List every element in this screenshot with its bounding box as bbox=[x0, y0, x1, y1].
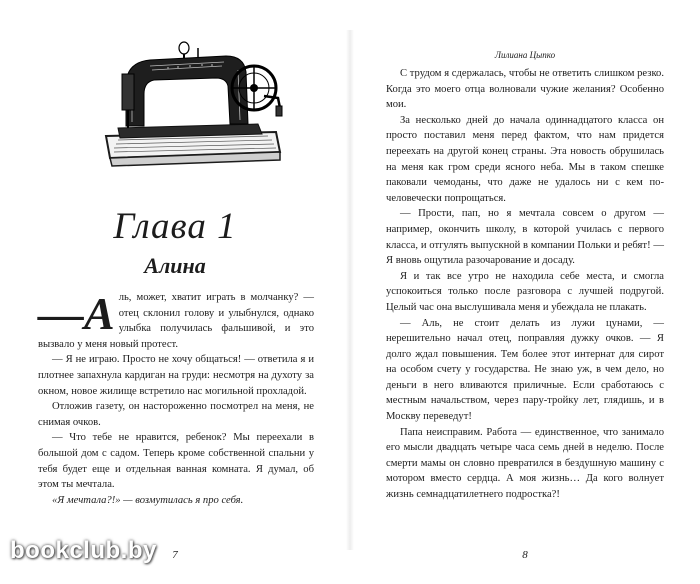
page-number-left: 7 bbox=[172, 549, 178, 561]
drop-cap: —А bbox=[38, 288, 115, 339]
page-number-right: 8 bbox=[522, 549, 528, 561]
paragraph: Я и так все утро не находила себе места, и смогла успокоиться только после разговора с лучшей подругой. Целый час она выслушивала меня и убеждала не плакать. bbox=[386, 270, 664, 313]
running-head: Лилиана Цыпко bbox=[494, 50, 556, 60]
right-page-text bbox=[386, 66, 664, 503]
paragraph: «Я мечтала?!» — возмутилась я про себя. bbox=[52, 494, 244, 506]
paragraph: — Аль, не стоит делать из лужи цунами, — нерешительно начал отец, поправляя дужку очков. — Я долго ждал повышения. Тем более этот интернат для сирот на особом счету у государства. Не знаю уж, в чем дело, но деньги в него вливаются приличные. Если сработаюсь с местным начальством, через пару-тройку лет, глядишь, и в Москву переведут! bbox=[386, 317, 664, 423]
paragraph: — Что тебе не нравится, ребенок? Мы переехали в большой дом с садом. Теперь кроме собственной спальни у тебя будет еще и отдельная ванная комната. Я думал, об этом ты мечтала. bbox=[38, 432, 314, 491]
paragraph: — Я не играю. Просто не хочу общаться! — ответила я и плотнее запахнула кардиган на груди: несмотря на духоту за окном, новое жилище встретило нас могильной прохладой. bbox=[38, 354, 314, 397]
paragraph: С трудом я сдержалась, чтобы не ответить слишком резко. Когда это моего отца волновали чужие желания? Особенно мои. bbox=[386, 68, 664, 111]
watermark: bookclub.by bbox=[10, 537, 157, 564]
left-page-text bbox=[38, 290, 314, 508]
paragraph: Папа неисправим. Работа — единственное, что занимало его мысли двадцать четыре часа семь дней в неделю. После смерти мамы он словно превратился в бездушную машину с мотором вместо сердца. А моя жизнь… Да кого волнует жизнь семнадцатилетнего подростка?! bbox=[386, 426, 664, 501]
paragraph: За несколько дней до начала одиннадцатого класса он просто поставил меня перед фактом, что нам придется переехать на другой конец страны. Эта новость обрушилась на меня как гром среди ясного неба. Мы в таком спешке паковали чемоданы, что даже не удалось ни с кем по-человечески попрощаться. bbox=[386, 114, 664, 204]
sewing-machine-illustration bbox=[98, 36, 284, 174]
paragraph: Отложив газету, он настороженно посмотрел на меня, не снимая очков. bbox=[38, 401, 314, 428]
book-gutter bbox=[346, 30, 354, 550]
chapter-subtitle: Алина bbox=[144, 253, 206, 278]
paragraph: — Прости, пап, но я мечтала совсем о другом — например, окончить школу, в которой училась с первого класса, и отгулять выпускной в компании Польки и ребят! — Я вновь ощутила разочарование и досаду. bbox=[386, 208, 664, 267]
chapter-title: Глава 1 bbox=[113, 206, 237, 247]
paragraph: —А ль, может, хватит играть в молчанку? — отец склонил голову и улыбнулся, однако улыбка получилась фальшивой, и это вызвало у меня новый протест. bbox=[38, 288, 314, 350]
